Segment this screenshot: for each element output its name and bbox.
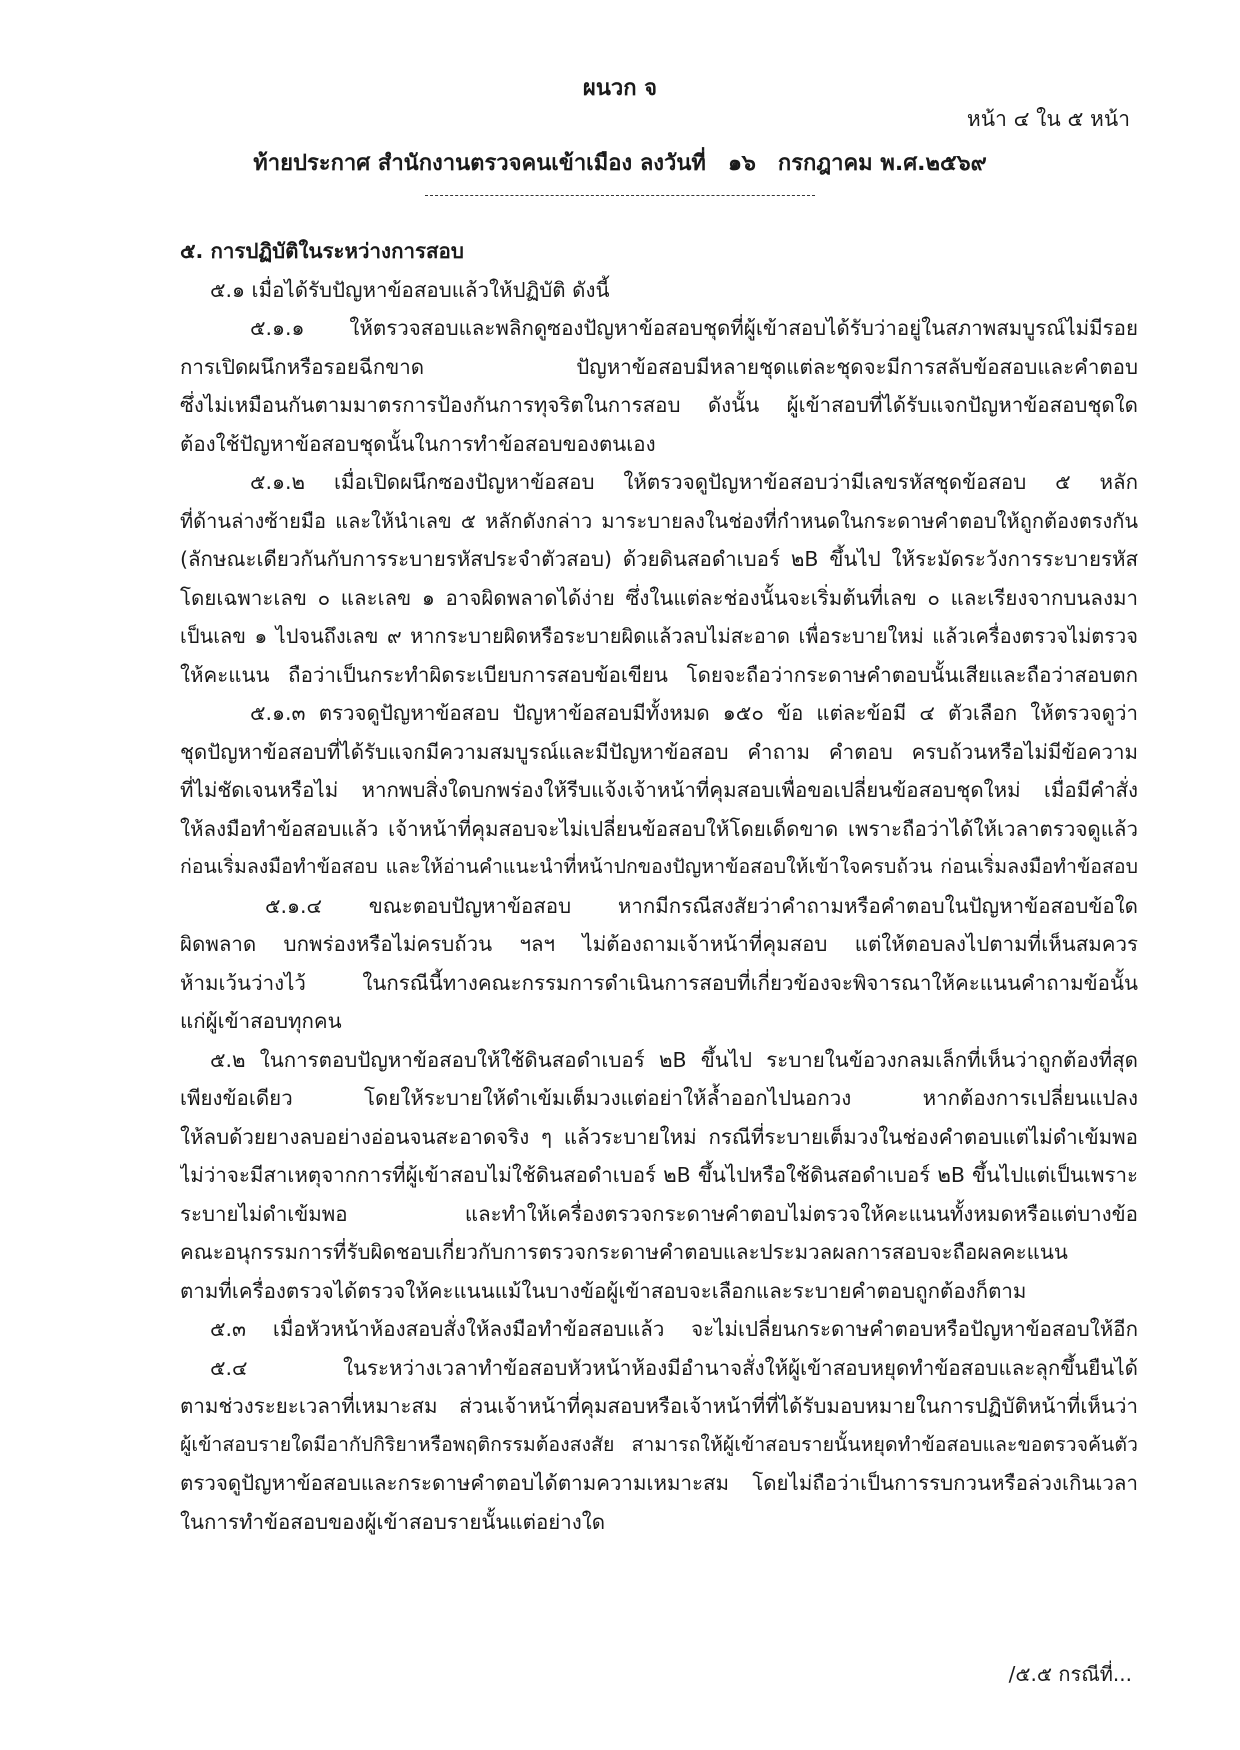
body-line: ซึ่งไม่เหมือนกันตามมาตรการป้องกันการทุจริตในการสอบ ดังนั้น ผู้เข้าสอบที่ได้รับแจกปัญหาข้อสอบชุดใด xyxy=(180,393,1138,417)
body-line: โดยเฉพาะเลข ๐ และเลข ๑ อาจผิดพลาดได้ง่าย ซึ่งในแต่ละช่องนั้นจะเริ่มต้นที่เลข ๐ และเรียงจากบนลงมา xyxy=(180,585,1138,610)
body-line: เป็นเลข ๑ ไปจนถึงเลข ๙ หากระบายผิดหรือระบายผิดแล้วลบไม่สะอาด เพื่อระบายใหม่ แล้วเครื่องตรวจไม่ตรวจ xyxy=(180,624,1138,648)
body-line: ผิดพลาด บกพร่องหรือไม่ครบถ้วน ฯลฯ ไม่ต้องถามเจ้าหน้าที่คุมสอบ แต่ให้ตอบลงไปตามที่เห็นสมควร xyxy=(180,932,1138,956)
body-line: ชุดปัญหาข้อสอบที่ได้รับแจกมีความสมบูรณ์และมีปัญหาข้อสอบ คำถาม คำตอบ ครบถ้วนหรือไม่มีข้อความ xyxy=(180,739,1138,764)
body-line: ให้คะแนน ถือว่าเป็นกระทำผิดระเบียบการสอบข้อเขียน โดยจะถือว่ากระดาษคำตอบนั้นเสียและถือว่าสอบตก xyxy=(180,662,1138,687)
body-line: ที่ไม่ชัดเจนหรือไม่ หากพบสิ่งใดบกพร่องให้รีบแจ้งเจ้าหน้าที่คุมสอบเพื่อขอเปลี่ยนข้อสอบชุดใหม่ เมื่อมีคำสั่ง xyxy=(180,778,1138,802)
body-line: (ลักษณะเดียวกันกับการระบายรหัสประจำตัวสอบ) ด้วยดินสอดำเบอร์ ๒B ขึ้นไป ให้ระมัดระวังการระบายรหัส xyxy=(180,547,1138,571)
body-line: ในการทำข้อสอบของผู้เข้าสอบรายนั้นแต่อย่างใด xyxy=(180,1509,606,1534)
heading-suffix: กรกฎาคม พ.ศ.๒๕๖๙ xyxy=(777,151,987,176)
body-line: ระบายไม่ดำเข้มพอ และทำให้เครื่องตรวจกระดาษคำตอบไม่ตรวจให้คะแนนทั้งหมดหรือแต่บางข้อ xyxy=(180,1201,1138,1226)
page-number: หน้า ๔ ใน ๕ หน้า xyxy=(966,107,1130,131)
body-line: การเปิดผนึกหรือรอยฉีกขาด ปัญหาข้อสอบมีหลายชุดแต่ละชุดจะมีการสลับข้อสอบและคำตอบ xyxy=(180,354,1138,379)
body-line: ๕.๑.๑ ให้ตรวจสอบและพลิกดูซองปัญหาข้อสอบชุดที่ผู้เข้าสอบได้รับว่าอยู่ในสภาพสมบูรณ์ไม่มีรอย xyxy=(250,316,1138,340)
body-line: เพียงข้อเดียว โดยให้ระบายให้ดำเข้มเต็มวงแต่อย่าให้ล้ำออกไปนอกวง หากต้องการเปลี่ยนแปลง xyxy=(180,1086,1138,1110)
body-line: ๕.๑.๓ ตรวจดูปัญหาข้อสอบ ปัญหาข้อสอบมีทั้งหมด ๑๕๐ ข้อ แต่ละข้อมี ๔ ตัวเลือก ให้ตรวจดูว่า xyxy=(250,701,1138,725)
body-line: ๕.๔ ในระหว่างเวลาทำข้อสอบหัวหน้าห้องมีอำนาจสั่งให้ผู้เข้าสอบหยุดทำข้อสอบและลุกขึ้นยืนได้ xyxy=(210,1355,1138,1380)
body-line: ๕.๑ เมื่อได้รับปัญหาข้อสอบแล้วให้ปฏิบัติ ดังนี้ xyxy=(210,277,610,302)
heading-day: ๑๖ xyxy=(727,151,756,176)
body-line: ตามที่เครื่องตรวจได้ตรวจให้คะแนนแม้ในบางข้อผู้เข้าสอบจะเลือกและระบายคำตอบถูกต้องก็ตาม xyxy=(180,1278,1027,1303)
heading-prefix: ท้ายประกาศ สำนักงานตรวจคนเข้าเมือง ลงวันที่ xyxy=(253,151,706,176)
body-line: ตามช่วงระยะเวลาที่เหมาะสม ส่วนเจ้าหน้าที่คุมสอบหรือเจ้าหน้าที่ที่ได้รับมอบหมายในการปฏิบัติหน้าที่เห็นว่า xyxy=(180,1394,1138,1418)
announcement-heading xyxy=(0,145,1240,180)
body-line: ต้องใช้ปัญหาข้อสอบชุดนั้นในการทำข้อสอบของตนเอง xyxy=(180,431,656,456)
body-line: คณะอนุกรรมการที่รับผิดชอบเกี่ยวกับการตรวจกระดาษคำตอบและประมวลผลการสอบจะถือผลคะแนน xyxy=(180,1240,1068,1264)
continuation-note: /๕.๕ กรณีที่... xyxy=(1008,1662,1132,1686)
body-line: ห้ามเว้นว่างไว้ ในกรณีนี้ทางคณะกรรมการดำเนินการสอบที่เกี่ยวข้องจะพิจารณาให้คะแนนคำถามข้อนั้น xyxy=(180,970,1138,995)
dashed-divider xyxy=(425,195,815,196)
body-line: ๕.๓ เมื่อหัวหน้าห้องสอบสั่งให้ลงมือทำข้อสอบแล้ว จะไม่เปลี่ยนกระดาษคำตอบหรือปัญหาข้อสอบให้อีก xyxy=(210,1317,1138,1341)
document-body xyxy=(180,232,1138,1541)
body-line: แก่ผู้เข้าสอบทุกคน xyxy=(180,1009,342,1033)
body-line: ๕.๑.๒ เมื่อเปิดผนึกซองปัญหาข้อสอบ ให้ตรวจดูปัญหาข้อสอบว่ามีเลขรหัสชุดข้อสอบ ๕ หลัก xyxy=(250,470,1138,494)
body-line: ๕. การปฏิบัติในระหว่างการสอบ xyxy=(180,239,464,263)
body-line: ๕.๑.๔ ขณะตอบปัญหาข้อสอบ หากมีกรณีสงสัยว่าคำถามหรือคำตอบในปัญหาข้อสอบข้อใด xyxy=(265,893,1138,918)
body-line: ให้ลบด้วยยางลบอย่างอ่อนจนสะอาดจริง ๆ แล้วระบายใหม่ กรณีที่ระบายเต็มวงในช่องคำตอบแต่ไม่ดำเข้มพอ xyxy=(180,1124,1138,1149)
body-line: ผู้เข้าสอบรายใดมีอากัปกิริยาหรือพฤติกรรมต้องสงสัย สามารถให้ผู้เข้าสอบรายนั้นหยุดทำข้อสอบและขอตรวจค้นตัว xyxy=(180,1432,1138,1456)
body-line: ก่อนเริ่มลงมือทำข้อสอบ และให้อ่านคำแนะนำที่หน้าปกของปัญหาข้อสอบให้เข้าใจครบถ้วน ก่อนเริ่มลงมือทำข้อสอบ xyxy=(180,855,1138,878)
annex-label: ผนวก จ xyxy=(582,76,658,101)
body-line: ๕.๒ ในการตอบปัญหาข้อสอบให้ใช้ดินสอดำเบอร์ ๒B ขึ้นไป ระบายในข้อวงกลมเล็กที่เห็นว่าถูกต้องที่สุด xyxy=(210,1047,1138,1072)
body-line: ไม่ว่าจะมีสาเหตุจากการที่ผู้เข้าสอบไม่ใช้ดินสอดำเบอร์ ๒B ขึ้นไปหรือใช้ดินสอดำเบอร์ ๒B ขึ้นไปแต่เป็นเพราะ xyxy=(180,1163,1138,1187)
body-line: ที่ด้านล่างซ้ายมือ และให้นำเลข ๕ หลักดังกล่าว มาระบายลงในช่องที่กำหนดในกระดาษคำตอบให้ถูกต้องตรงกัน xyxy=(180,508,1138,533)
body-line: ตรวจดูปัญหาข้อสอบและกระดาษคำตอบได้ตามความเหมาะสม โดยไม่ถือว่าเป็นการรบกวนหรือล่วงเกินเวลา xyxy=(180,1471,1138,1495)
body-line: ให้ลงมือทำข้อสอบแล้ว เจ้าหน้าที่คุมสอบจะไม่เปลี่ยนข้อสอบให้โดยเด็ดขาด เพราะถือว่าได้ให้เวลาตรวจดูแล้ว xyxy=(180,816,1138,841)
